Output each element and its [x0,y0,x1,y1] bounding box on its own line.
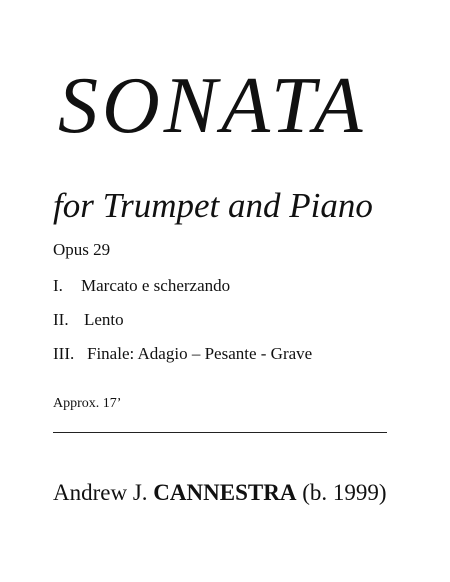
approximate-duration: Approx. 17’ [53,396,122,411]
work-subtitle: for Trumpet and Piano [53,186,373,225]
movement-number: I. [53,276,63,295]
movement-item [53,345,312,362]
movement-item [53,277,230,294]
movement-number: II. [53,310,69,329]
composer-credit [53,481,387,504]
movement-number: III. [53,344,75,363]
work-title: SONATA [58,62,367,150]
composer-dates: (b. 1999) [302,480,387,505]
movement-name: Lento [84,310,124,329]
movement-name: Finale: Adagio – Pesante - Grave [87,344,313,363]
composer-given-names: Andrew J. [53,480,148,505]
opus-number: Opus 29 [53,240,111,259]
movement-name: Marcato e scherzando [81,276,231,295]
movement-item [53,311,124,328]
composer-surname: CANNESTRA [153,480,297,505]
divider-line [53,432,387,433]
